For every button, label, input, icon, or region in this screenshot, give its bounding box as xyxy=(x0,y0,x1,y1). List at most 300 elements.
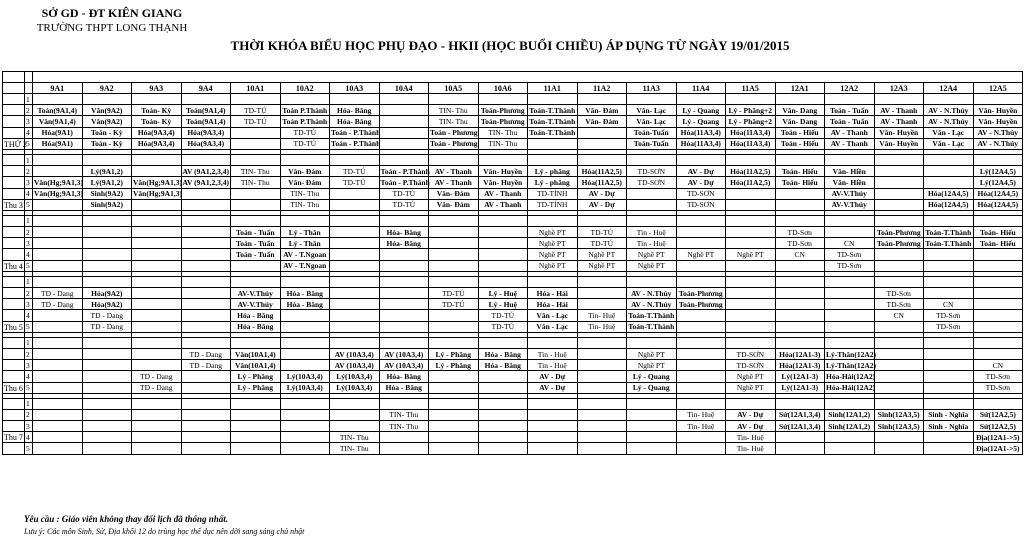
lesson-cell xyxy=(726,321,776,332)
lesson-cell xyxy=(429,371,479,382)
lesson-cell xyxy=(181,299,231,310)
lesson-cell xyxy=(577,154,627,165)
lesson-cell xyxy=(231,94,281,105)
table-row xyxy=(3,321,1023,332)
lesson-cell: Nghề PT xyxy=(726,371,776,382)
lesson-cell xyxy=(330,337,380,348)
lesson-cell: TD-TÚ xyxy=(280,138,330,149)
lesson-cell xyxy=(924,249,974,260)
lesson-cell xyxy=(726,215,776,226)
class-header-10a4: 10A4 xyxy=(379,83,429,94)
lesson-cell xyxy=(825,227,875,238)
footer-note: Lưu ý: Các môn Sinh, Sử, Địa khối 12 do trùng học thể dục nên dời sang sáng chủ nhật xyxy=(24,527,305,536)
lesson-cell: Toán-T.Thành xyxy=(529,116,576,126)
table-row xyxy=(3,299,1023,310)
lesson-cell xyxy=(973,215,1023,226)
day-cell: Thu 5 xyxy=(4,322,23,332)
lesson-cell: Sinh(9A2) xyxy=(82,199,132,210)
lesson-cell xyxy=(330,276,380,287)
lesson-cell: TIN- Thu xyxy=(379,421,429,432)
lesson-cell xyxy=(280,360,330,371)
table-row xyxy=(3,177,1023,188)
lesson-cell xyxy=(82,215,132,226)
lesson-cell: AV - T.Ngoan xyxy=(280,249,330,260)
lesson-cell: Hóa(12A4,5) xyxy=(924,188,974,199)
class-header-row xyxy=(3,83,1023,94)
lesson-cell xyxy=(429,382,479,393)
lesson-cell xyxy=(478,337,528,348)
lesson-cell: Toán-T.Thành xyxy=(925,227,972,237)
lesson-cell xyxy=(627,199,677,210)
lesson-cell xyxy=(577,371,627,382)
lesson-cell xyxy=(577,398,627,409)
lesson-cell: Hóa - Băng xyxy=(280,299,330,310)
lesson-cell: AV - Thanh xyxy=(478,199,528,210)
lesson-cell: TD-TÚ xyxy=(330,166,380,177)
requirement-note: Yêu cầu : Giáo viên không thay đổi lịch đã thống nhất. xyxy=(24,514,229,524)
lesson-cell: Văn - Lạc xyxy=(924,138,974,149)
lesson-cell xyxy=(528,138,578,149)
lesson-cell: Toán-Phương xyxy=(478,105,528,116)
lesson-cell: Văn- Huyền xyxy=(874,127,924,138)
lesson-cell: TIN- Thu xyxy=(231,166,281,177)
table-row xyxy=(3,421,1023,432)
lesson-cell xyxy=(577,421,627,432)
table-row xyxy=(3,371,1023,382)
school-name: TRƯỜNG THPT LONG THẠNH xyxy=(36,22,188,34)
lesson-cell: Tin - Huệ xyxy=(528,348,578,359)
lesson-cell xyxy=(429,154,479,165)
lesson-cell xyxy=(676,360,726,371)
lesson-cell: Văn- Hiền xyxy=(825,166,875,177)
lesson-cell xyxy=(33,360,83,371)
lesson-cell: Toán - Kỳ xyxy=(82,127,132,138)
day-cell xyxy=(3,116,25,127)
lesson-cell xyxy=(379,116,429,127)
timetable-body xyxy=(3,94,1023,455)
lesson-cell xyxy=(379,398,429,409)
lesson-cell: CN xyxy=(825,238,875,249)
day-cell xyxy=(3,249,25,260)
lesson-cell: Hóa(12A1-3) xyxy=(775,360,825,371)
lesson-cell xyxy=(528,443,578,454)
page-title: THỜI KHÓA BIỂU HỌC PHỤ ĐẠO - HKII (HỌC BUỔI CHIỀU) ÁP DỤNG TỪ NGÀY 19/01/2015 xyxy=(230,38,790,53)
lesson-cell: AV - T.Ngoan xyxy=(280,260,330,271)
lesson-cell xyxy=(627,276,677,287)
lesson-cell xyxy=(429,238,479,249)
lesson-cell: TD - Dang xyxy=(132,382,182,393)
period-cell: 1 xyxy=(25,154,33,165)
lesson-cell xyxy=(973,288,1023,299)
table-row xyxy=(3,310,1023,321)
lesson-cell xyxy=(924,154,974,165)
lesson-cell xyxy=(379,432,429,443)
lesson-cell: Lý - Thân xyxy=(280,227,330,238)
lesson-cell xyxy=(181,249,231,260)
period-cell: 2 xyxy=(25,227,33,238)
lesson-cell: CN xyxy=(924,299,974,310)
lesson-cell xyxy=(132,432,182,443)
period-cell: 5 xyxy=(25,321,33,332)
lesson-cell xyxy=(478,371,528,382)
lesson-cell xyxy=(33,154,83,165)
lesson-cell xyxy=(429,249,479,260)
lesson-cell xyxy=(132,260,182,271)
lesson-cell xyxy=(181,94,231,105)
table-row xyxy=(3,94,1023,105)
lesson-cell xyxy=(330,227,380,238)
lesson-cell: TD-TÚ xyxy=(429,299,479,310)
lesson-cell xyxy=(132,288,182,299)
lesson-cell: Toán - Phương xyxy=(430,128,478,138)
lesson-cell xyxy=(330,260,380,271)
lesson-cell xyxy=(379,321,429,332)
lesson-cell xyxy=(874,94,924,105)
table-row xyxy=(3,215,1023,226)
lesson-cell: AV - N.Thủy xyxy=(973,138,1023,149)
lesson-cell: Lý-Thân(12A2) xyxy=(826,360,877,370)
lesson-cell: AV - Dự xyxy=(528,382,578,393)
lesson-cell xyxy=(726,337,776,348)
lesson-cell xyxy=(132,276,182,287)
lesson-cell xyxy=(33,382,83,393)
lesson-cell: TD-Sơn xyxy=(775,227,825,238)
lesson-cell: TIN- Thu xyxy=(478,127,528,138)
lesson-cell xyxy=(280,398,330,409)
lesson-cell: Toán - Tuấn xyxy=(825,116,875,127)
lesson-cell xyxy=(181,421,231,432)
lesson-cell: Toán- Kỳ xyxy=(132,116,182,127)
lesson-cell: Toán-Tuấn xyxy=(627,138,677,149)
lesson-cell xyxy=(775,432,825,443)
lesson-cell: Lý(10A3,4) xyxy=(280,371,330,382)
lesson-cell xyxy=(132,199,182,210)
timetable xyxy=(2,71,1023,455)
day-cell: Thu 4 xyxy=(4,261,23,271)
day-cell xyxy=(3,310,25,321)
lesson-cell xyxy=(132,348,182,359)
lesson-cell xyxy=(181,215,231,226)
lesson-cell: TD-SƠN xyxy=(676,188,726,199)
day-cell xyxy=(3,94,25,105)
lesson-cell xyxy=(330,154,380,165)
table-row xyxy=(3,398,1023,409)
lesson-cell xyxy=(924,371,974,382)
lesson-cell: Nghề PT xyxy=(627,260,677,271)
lesson-cell: Hóa(9A3,4) xyxy=(132,127,182,138)
lesson-cell xyxy=(528,337,578,348)
lesson-cell xyxy=(330,288,380,299)
lesson-cell: AV - Thanh xyxy=(874,105,924,116)
lesson-cell xyxy=(33,348,83,359)
lesson-cell xyxy=(676,260,726,271)
lesson-cell: Nghề PT xyxy=(627,249,677,260)
table-row xyxy=(3,360,1023,371)
lesson-cell xyxy=(181,154,231,165)
lesson-cell xyxy=(577,138,627,149)
lesson-cell: Lý(12A4,5) xyxy=(973,177,1023,188)
lesson-cell: AV - Thanh xyxy=(478,188,528,199)
lesson-cell: Nghề PT xyxy=(528,260,578,271)
lesson-cell: Tin- Huệ xyxy=(577,310,627,321)
lesson-cell xyxy=(676,321,726,332)
table-row xyxy=(3,116,1023,127)
lesson-cell xyxy=(478,215,528,226)
lesson-cell: Toán-T.Thành xyxy=(529,105,576,115)
lesson-cell xyxy=(924,215,974,226)
lesson-cell xyxy=(775,188,825,199)
lesson-cell xyxy=(280,94,330,105)
lesson-cell xyxy=(874,177,924,188)
lesson-cell xyxy=(627,398,677,409)
lesson-cell xyxy=(181,432,231,443)
lesson-cell xyxy=(924,398,974,409)
lesson-cell: Nghề PT xyxy=(528,227,578,238)
period-cell: 5 xyxy=(25,382,33,393)
lesson-cell xyxy=(478,94,528,105)
lesson-cell xyxy=(726,288,776,299)
lesson-cell xyxy=(231,409,281,420)
lesson-cell xyxy=(280,432,330,443)
period-cell: 4 xyxy=(25,249,33,260)
lesson-cell xyxy=(181,382,231,393)
lesson-cell xyxy=(429,432,479,443)
lesson-cell: Lý - Phãng xyxy=(231,382,281,393)
lesson-cell xyxy=(775,199,825,210)
class-header-12a2: 12A2 xyxy=(825,83,875,94)
lesson-cell xyxy=(577,127,627,138)
lesson-cell: Toán-T.Thành xyxy=(529,128,576,138)
lesson-cell xyxy=(82,276,132,287)
lesson-cell xyxy=(33,276,83,287)
lesson-cell xyxy=(132,227,182,238)
lesson-cell: Toán-Phương xyxy=(874,238,924,249)
table-row xyxy=(3,249,1023,260)
lesson-cell xyxy=(874,260,924,271)
table-row xyxy=(3,443,1023,454)
lesson-cell: Toán(9A1,4) xyxy=(33,105,83,116)
lesson-cell: Lý - Quang xyxy=(627,371,677,382)
lesson-cell xyxy=(924,276,974,287)
lesson-cell xyxy=(577,409,627,420)
lesson-cell xyxy=(874,382,924,393)
lesson-cell xyxy=(676,398,726,409)
lesson-cell: Hóa(9A1) xyxy=(33,127,83,138)
lesson-cell xyxy=(924,360,974,371)
lesson-cell: Văn- Đảm xyxy=(429,188,479,199)
lesson-cell xyxy=(280,337,330,348)
lesson-cell xyxy=(478,421,528,432)
lesson-cell: Tin- Huệ xyxy=(676,409,726,420)
lesson-cell: Lý - phãng xyxy=(528,177,578,188)
lesson-cell xyxy=(33,371,83,382)
lesson-cell: Địa(12A1->5) xyxy=(973,432,1023,443)
lesson-cell xyxy=(330,398,380,409)
lesson-cell xyxy=(478,238,528,249)
lesson-cell: TD-SƠN xyxy=(726,348,776,359)
lesson-cell xyxy=(82,227,132,238)
lesson-cell: Hóa(9A2) xyxy=(82,288,132,299)
lesson-cell: Hóa- Băng xyxy=(379,227,429,238)
lesson-cell xyxy=(973,321,1023,332)
lesson-cell xyxy=(280,276,330,287)
lesson-cell xyxy=(379,154,429,165)
lesson-cell: TD-SƠN xyxy=(726,360,776,371)
lesson-cell xyxy=(775,260,825,271)
lesson-cell xyxy=(280,443,330,454)
lesson-cell xyxy=(924,337,974,348)
lesson-cell xyxy=(726,260,776,271)
lesson-cell: TIN- Thu xyxy=(478,138,528,149)
lesson-cell: Hóa - Hải xyxy=(528,299,578,310)
lesson-cell xyxy=(33,215,83,226)
lesson-cell xyxy=(280,421,330,432)
lesson-cell xyxy=(775,215,825,226)
day-cell xyxy=(3,215,25,226)
lesson-cell xyxy=(33,310,83,321)
lesson-cell: Hóa(11A2,5) xyxy=(726,177,776,188)
lesson-cell xyxy=(726,238,776,249)
period-cell: 5 xyxy=(25,199,33,210)
lesson-cell: AV - Dự xyxy=(676,166,726,177)
lesson-cell xyxy=(82,154,132,165)
period-cell: 2 xyxy=(25,105,33,116)
lesson-cell: Hóa(11A2,5) xyxy=(577,166,627,177)
lesson-cell: Hóa - Băng xyxy=(379,382,429,393)
lesson-cell: TD-TỈNH xyxy=(528,199,578,210)
lesson-cell: TD-Sơn xyxy=(874,299,924,310)
lesson-cell: Địa(12A1->5) xyxy=(973,443,1023,454)
lesson-cell: TD - Dang xyxy=(82,310,132,321)
lesson-cell xyxy=(132,215,182,226)
lesson-cell xyxy=(627,337,677,348)
lesson-cell xyxy=(429,276,479,287)
period-cell: 2 xyxy=(25,409,33,420)
lesson-cell xyxy=(874,398,924,409)
lesson-cell xyxy=(379,299,429,310)
lesson-cell: Hóa(11A3,4) xyxy=(676,138,726,149)
lesson-cell xyxy=(528,276,578,287)
lesson-cell xyxy=(627,421,677,432)
lesson-cell: Toán - P.Thành xyxy=(380,177,430,187)
lesson-cell xyxy=(330,409,380,420)
lesson-cell: Toán- Hiếu xyxy=(973,227,1023,238)
table-row xyxy=(3,199,1023,210)
lesson-cell xyxy=(132,421,182,432)
table-row xyxy=(3,337,1023,348)
lesson-cell xyxy=(726,398,776,409)
lesson-cell: Sinh(12A1,2) xyxy=(825,421,875,432)
day-cell xyxy=(3,166,25,177)
lesson-cell: TD-Sơn xyxy=(924,321,974,332)
lesson-cell: AV (9A1,2,3,4) xyxy=(182,166,229,176)
lesson-cell: Hóa(9A3,4) xyxy=(181,127,231,138)
lesson-cell xyxy=(924,260,974,271)
lesson-cell xyxy=(181,238,231,249)
lesson-cell xyxy=(726,299,776,310)
lesson-cell xyxy=(280,310,330,321)
lesson-cell: TD - Dang xyxy=(132,371,182,382)
day-cell xyxy=(3,337,25,348)
lesson-cell: Lý - Phãng+2 xyxy=(726,116,776,127)
lesson-cell xyxy=(132,310,182,321)
lesson-cell: Hóa - Băng xyxy=(478,360,528,371)
lesson-cell xyxy=(924,432,974,443)
lesson-cell: Toán- Hiếu xyxy=(973,238,1023,249)
lesson-cell xyxy=(82,260,132,271)
lesson-cell xyxy=(330,249,380,260)
lesson-cell xyxy=(676,382,726,393)
lesson-cell xyxy=(132,299,182,310)
lesson-cell xyxy=(379,443,429,454)
lesson-cell xyxy=(330,188,380,199)
lesson-cell xyxy=(528,432,578,443)
lesson-cell xyxy=(33,249,83,260)
table-row xyxy=(3,260,1023,271)
lesson-cell: Văn(10A1,4) xyxy=(231,348,281,359)
lesson-cell xyxy=(132,337,182,348)
period-cell: 5 xyxy=(25,138,33,149)
lesson-cell xyxy=(82,360,132,371)
lesson-cell: Văn- Đảm xyxy=(577,116,627,127)
lesson-cell xyxy=(528,409,578,420)
lesson-cell: Hóa- Băng xyxy=(330,105,380,116)
lesson-cell xyxy=(231,199,281,210)
lesson-cell: Hóa - Băng xyxy=(280,288,330,299)
lesson-cell: Toán - Tuấn xyxy=(231,249,281,260)
day-cell xyxy=(3,288,25,299)
period-cell: 1 xyxy=(25,215,33,226)
lesson-cell xyxy=(825,94,875,105)
lesson-cell: Hóa - Băng xyxy=(231,310,281,321)
lesson-cell: Toán-T.Thành xyxy=(628,310,675,320)
lesson-cell: TD-TÚ xyxy=(577,227,627,238)
lesson-cell xyxy=(973,249,1023,260)
lesson-cell: Hóa- Băng xyxy=(379,371,429,382)
lesson-cell: TD - Dang xyxy=(82,321,132,332)
lesson-cell: TD-TÚ xyxy=(478,310,528,321)
lesson-cell: Văn- Huyền xyxy=(874,138,924,149)
lesson-cell xyxy=(825,276,875,287)
lesson-cell: TD - Dang xyxy=(33,299,83,310)
class-header-10a2: 10A2 xyxy=(280,83,330,94)
lesson-cell xyxy=(825,215,875,226)
lesson-cell xyxy=(627,188,677,199)
lesson-cell: Toán - Hiếu xyxy=(775,127,825,138)
lesson-cell: Lý(9A1,2) xyxy=(82,177,132,188)
lesson-cell xyxy=(33,409,83,420)
lesson-cell: TD - Dang xyxy=(181,360,231,371)
lesson-cell xyxy=(676,443,726,454)
lesson-cell: TIN- Thu xyxy=(280,199,330,210)
period-cell: 3 xyxy=(25,177,33,188)
lesson-cell xyxy=(82,371,132,382)
lesson-cell: Văn(Hg;9A1,3) xyxy=(34,177,83,187)
lesson-cell: Văn- Đảm xyxy=(280,166,330,177)
period-cell: 2 xyxy=(25,166,33,177)
lesson-cell: AV - Dự xyxy=(676,177,726,188)
lesson-cell xyxy=(231,138,281,149)
lesson-cell xyxy=(577,443,627,454)
lesson-cell xyxy=(181,188,231,199)
lesson-cell xyxy=(82,421,132,432)
lesson-cell xyxy=(874,276,924,287)
lesson-cell xyxy=(82,337,132,348)
lesson-cell xyxy=(874,154,924,165)
class-header-12a1: 12A1 xyxy=(775,83,825,94)
table-row xyxy=(3,154,1023,165)
lesson-cell xyxy=(231,398,281,409)
